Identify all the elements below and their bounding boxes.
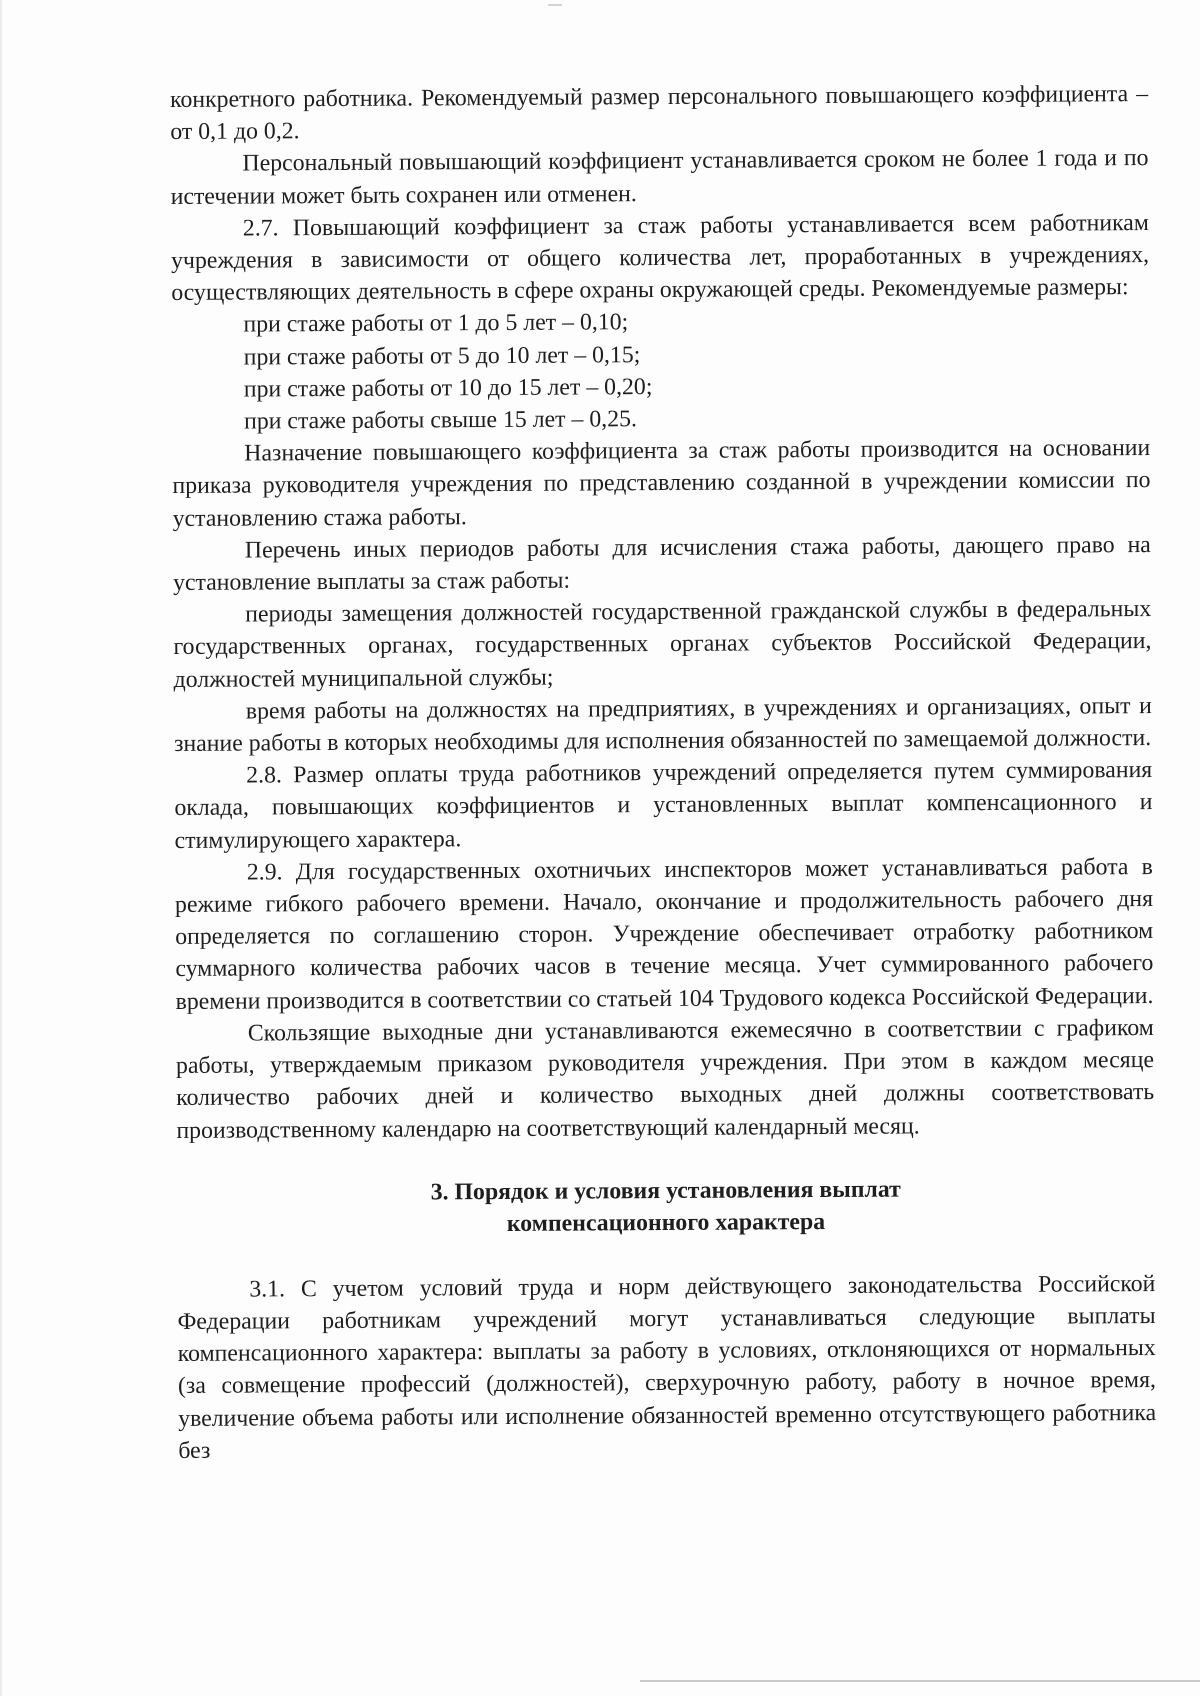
- section-heading: [177, 1172, 1155, 1242]
- paragraph: Персональный повышающий коэффициент устанавливается сроком не более 1 года и по истечении может быть сохранен или отменен.: [170, 145, 1149, 210]
- paragraph: время работы на должностях на предприятиях, в учреждениях и организациях, опыт и знание работы в которых необходимы для исполнения обязанностей по замещаемой должности.: [173, 692, 1152, 758]
- paragraph: конкретного работника. Рекомендуемый размер персонального повышающего коэффициента – от 0,1 до 0,2.: [170, 81, 1149, 146]
- scan-mark: [548, 4, 562, 6]
- scan-bottom-line: [640, 1680, 1200, 1682]
- paragraph: Скользящие выходные дни устанавливаются ежемесячно в соответствии с графиком работы, утверждаемым приказом руководителя учреждения. При этом в каждом месяце количество рабочих дней и количество выходных дней должны соответствовать производственному календарю на соответствующий календарный месяц.: [175, 1014, 1155, 1144]
- paragraph: Назначение повышающего коэффициента за стаж работы производится на основании приказа руководителя учреждения по представлению созданной в учреждении комиссии по установлению стажа работы.: [172, 435, 1151, 532]
- section-heading-line: компенсационного характера: [506, 1208, 826, 1237]
- scan-edge-shadow: [0, 0, 3, 1696]
- section-heading-line: 3. Порядок и условия установления выплат: [430, 1176, 901, 1206]
- document-body: [170, 78, 1156, 1467]
- paragraph-3-1: 3.1. С учетом условий труда и норм действующего законодательства Российской Федерации работникам учреждений могут устанавливаться следующие выплаты компенсационного характера: выплаты за работу в условиях, отклоняющихся от нормальных (за совмещение профессий (должностей), сверхурочную работу, работу в ночное время, увеличение объема работы или исполнение обязанностей временно отсутствующего работника без: [177, 1270, 1157, 1464]
- list-item: при стаже работы свыше 15 лет – 0,25.: [243, 406, 637, 435]
- paragraph: Перечень иных периодов работы для исчисления стажа работы, дающего право на установление выплаты за стаж работы:: [172, 531, 1151, 597]
- paragraph-2-7: 2.7. Повышающий коэффициент за стаж работы устанавливается всем работникам учреждения в зависимости от общего количества лет, проработанных в учреждениях, осуществляющих деятельность в сфере охраны окружающей среды. Рекомендуемые размеры:: [171, 209, 1150, 307]
- list-item: при стаже работы от 5 до 10 лет – 0,15;: [243, 341, 641, 371]
- paragraph-2-9: 2.9. Для государственных охотничьих инспекторов может устанавливаться работа в режиме гибкого рабочего времени. Начало, окончание и продолжительность рабочего дня определяется по соглашению сторон. Учреждение обеспечивает отработку работником суммарного количества рабочих часов в течение месяца. Учет суммированного рабочего времени производится в соответствии со статьей 104 Трудового кодекса Российской Федерации.: [174, 853, 1154, 1015]
- paragraph: периоды замещения должностей государственной гражданской службы в федеральных государственных органах, государственных органах субъектов Российской Федерации, должностей муниципальной службы;: [173, 596, 1152, 693]
- list-item: при стаже работы от 1 до 5 лет – 0,10;: [243, 309, 629, 338]
- paragraph-2-8: 2.8. Размер оплаты труда работников учреждений определяется путем суммирования оклада, повышающих коэффициентов и установленных выплат компенсационного и стимулирующего характера.: [174, 757, 1153, 854]
- list-item: при стаже работы от 10 до 15 лет – 0,20;: [243, 373, 653, 403]
